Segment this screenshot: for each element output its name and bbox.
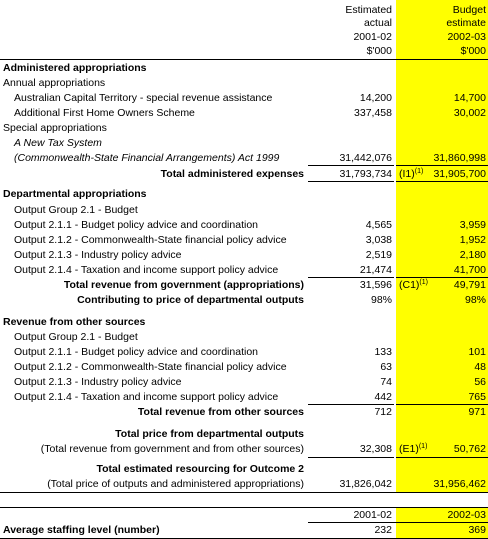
- actual-value: 3,038: [365, 234, 392, 246]
- subheading-row: [0, 75, 488, 91]
- table-row: [0, 90, 488, 106]
- col2-header-unit: $'000: [460, 45, 486, 57]
- row-label: Output 2.1.4 - Taxation and income support policy advice: [14, 264, 279, 276]
- other-revenue-heading: Revenue from other sources: [3, 316, 146, 328]
- row-label: Output 2.1.3 - Industry policy advice: [14, 249, 182, 261]
- annual-appropriations-label: Annual appropriations: [3, 77, 106, 89]
- resourcing-heading: Total estimated resourcing for Outcome 2: [96, 463, 304, 475]
- total-administered-label: Total administered expenses: [160, 168, 304, 180]
- budget-value: 765: [468, 391, 486, 403]
- col1-header-line2: actual: [363, 17, 392, 29]
- table-row: [0, 359, 488, 375]
- footnote-number: (1): [419, 279, 428, 286]
- budget-value: 101: [468, 346, 486, 358]
- row-label: Additional First Home Owners Scheme: [14, 107, 195, 119]
- footnote-ref: [399, 441, 427, 457]
- footnote-code: (E1): [399, 443, 419, 455]
- actual-value: 32,308: [359, 443, 392, 455]
- total-row: [0, 277, 488, 293]
- row-label: Output 2.1.4 - Taxation and income support policy advice: [14, 391, 279, 403]
- table-row: [0, 247, 488, 263]
- actual-value: 31,793,734: [339, 168, 392, 180]
- subheading-row: [0, 329, 488, 345]
- actual-value: 133: [374, 346, 392, 358]
- budget-value: 31,860,998: [433, 152, 486, 164]
- price-rule-actual: [308, 457, 394, 458]
- total-price-sublabel: (Total revenue from government and from other sources): [40, 443, 304, 455]
- col1-header-unit: $'000: [366, 45, 392, 57]
- col2-header-line2: estimate: [446, 17, 486, 29]
- actual-value: 63: [380, 361, 392, 373]
- row-label: Output 2.1.2 - Commonwealth-State financial policy advice: [14, 234, 287, 246]
- footnote-code: (C1): [399, 279, 420, 291]
- staffing-year-budget: 2002-03: [447, 509, 486, 521]
- actual-value: 337,458: [354, 107, 392, 119]
- resourcing-rule: [0, 492, 488, 493]
- footnote-code: (I1): [399, 168, 415, 180]
- budget-value: 1,952: [459, 234, 486, 246]
- budget-value: 31,956,462: [433, 478, 486, 490]
- total-row: [0, 461, 488, 477]
- total-row: [0, 404, 488, 420]
- contributing-label: Contributing to price of departmental outputs: [77, 294, 304, 306]
- table-row: [0, 374, 488, 390]
- col1-header-year: 2001-02: [353, 31, 392, 43]
- total-rule-budget: [396, 181, 488, 182]
- actual-value: 4,565: [365, 219, 392, 231]
- budget-value: 369: [468, 524, 486, 536]
- section-heading-row: [0, 186, 488, 202]
- actual-value: 31,442,076: [339, 152, 392, 164]
- special-appropriations-label: Special appropriations: [3, 122, 107, 134]
- table-row: [0, 135, 488, 151]
- budget-value: 31,905,700: [433, 168, 486, 180]
- row-label: Output 2.1.2 - Commonwealth-State financial policy advice: [14, 361, 287, 373]
- staffing-label: Average staffing level (number): [3, 524, 160, 536]
- budget-value: 30,002: [453, 107, 486, 119]
- total-rule-actual: [308, 181, 394, 182]
- total-row: [0, 166, 488, 182]
- tax-system-label: A New Tax System: [14, 137, 102, 149]
- actual-value: 98%: [370, 294, 392, 306]
- footnote-number: (1): [414, 168, 424, 175]
- total-row: [0, 426, 488, 442]
- actual-value: 2,519: [365, 249, 392, 261]
- budget-value: 49,791: [453, 279, 486, 291]
- col1-header-line1: Estimated: [345, 4, 392, 16]
- budget-value: 56: [474, 376, 486, 388]
- footnote-ref: [399, 277, 428, 293]
- section-heading-row: [0, 60, 488, 76]
- subheading-row: [0, 202, 488, 218]
- actual-value: 31,596: [359, 279, 392, 291]
- total-row: [0, 476, 488, 492]
- total-row: [0, 441, 488, 457]
- actual-value: 31,826,042: [339, 478, 392, 490]
- actual-value: 14,200: [359, 92, 392, 104]
- budget-value: 2,180: [459, 249, 486, 261]
- actual-value: 232: [374, 524, 392, 536]
- table-row: [0, 150, 488, 166]
- resourcing-sublabel: (Total price of outputs and administered appropriations): [47, 478, 304, 490]
- table-row: [0, 262, 488, 278]
- budget-value: 48: [474, 361, 486, 373]
- row-label: Output 2.1.1 - Budget policy advice and coordination: [14, 346, 258, 358]
- col2-header-year: 2002-03: [447, 31, 486, 43]
- row-label: Output 2.1.1 - Budget policy advice and coordination: [14, 219, 258, 231]
- row-label: Australian Capital Territory - special revenue assistance: [14, 92, 273, 104]
- row-label: Output 2.1.3 - Industry policy advice: [14, 376, 182, 388]
- total-row: [0, 292, 488, 308]
- col2-header-line1: Budget: [452, 4, 486, 16]
- section-heading-row: [0, 314, 488, 330]
- header-row: [0, 43, 488, 59]
- total-government-revenue-label: Total revenue from government (appropriations): [63, 279, 304, 291]
- output-group-label: Output Group 2.1 - Budget: [14, 331, 138, 343]
- staffing-year-actual: 2001-02: [353, 509, 392, 521]
- footnote-number: (1): [418, 443, 428, 450]
- total-other-revenue-label: Total revenue from other sources: [137, 406, 304, 418]
- staffing-year-row: [0, 507, 488, 523]
- act-label: (Commonwealth-State Financial Arrangements) Act 1999: [14, 152, 280, 164]
- budget-value: 50,762: [453, 443, 486, 455]
- table-row: [0, 344, 488, 360]
- footnote-ref: [399, 166, 423, 182]
- actual-value: 74: [380, 376, 392, 388]
- administered-heading: Administered appropriations: [3, 62, 147, 74]
- budget-value: 14,700: [453, 92, 486, 104]
- table-row: [0, 389, 488, 405]
- budget-value: 41,700: [453, 264, 486, 276]
- budget-value: 3,959: [459, 219, 486, 231]
- price-rule-budget: [396, 457, 488, 458]
- actual-value: 712: [374, 406, 392, 418]
- departmental-heading: Departmental appropriations: [3, 188, 147, 200]
- total-price-heading: Total price from departmental outputs: [115, 428, 304, 440]
- budget-value: 98%: [464, 294, 486, 306]
- staffing-row: [0, 522, 488, 538]
- output-group-label: Output Group 2.1 - Budget: [14, 204, 138, 216]
- table-row: [0, 217, 488, 233]
- subheading-row: [0, 120, 488, 136]
- actual-value: 442: [374, 391, 392, 403]
- table-row: [0, 232, 488, 248]
- table-row: [0, 105, 488, 121]
- actual-value: 21,474: [359, 264, 392, 276]
- budget-value: 971: [468, 406, 486, 418]
